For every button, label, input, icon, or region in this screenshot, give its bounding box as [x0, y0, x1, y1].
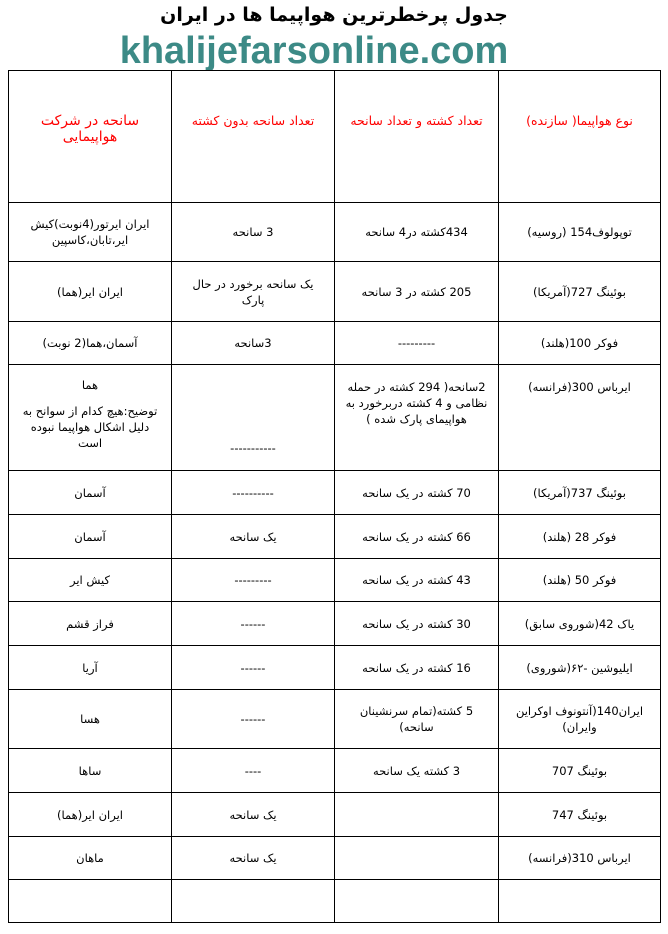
table-row — [9, 749, 661, 793]
cell-no-death: یک سانحه — [172, 837, 335, 880]
header-aircraft-type: نوع هواپیما( سازنده) — [499, 71, 661, 203]
cell-airlines: فراز قشم — [9, 602, 172, 646]
cell-no-death: ------ — [172, 690, 335, 749]
cell-aircraft-type: ایران140(آنتونوف اوکراین وایران) — [499, 690, 661, 749]
table-header-row — [9, 71, 661, 203]
cell-aircraft-type — [499, 880, 661, 923]
cell-airlines: ایران ایر(هما) — [9, 262, 172, 322]
cell-deaths: 5 کشته(تمام سرنشینان سانحه) — [335, 690, 499, 749]
table-row — [9, 793, 661, 837]
explanatory-note: توضیح:هیچ کدام از سوانح به دلیل اشکال هواپیما نبوده است — [22, 404, 158, 450]
cell-deaths: 205 کشته در 3 سانحه — [335, 262, 499, 322]
cell-no-death: ------ — [172, 646, 335, 690]
table-row — [9, 837, 661, 880]
cell-no-death: ----------- — [172, 365, 335, 471]
airline-name: هما — [81, 378, 99, 392]
cell-airlines: ایران ایرتور(4نوبت)کیش ایر،تابان،کاسپین — [9, 203, 172, 262]
cell-aircraft-type: توپولوف154 (روسیه) — [499, 203, 661, 262]
cell-no-death: یک سانحه — [172, 793, 335, 837]
cell-no-death: --------- — [172, 559, 335, 602]
cell-no-death: یک سانحه — [172, 515, 335, 559]
cell-aircraft-type: فوکر 50 (هلند) — [499, 559, 661, 602]
cell-no-death: یک سانحه برخورد در حال پارک — [172, 262, 335, 322]
cell-airlines: آسمان — [9, 515, 172, 559]
header-airline-accidents: سانحه در شرکت هواپیمایی — [9, 71, 172, 203]
page-title: جدول پرخطرترین هواپیما ها در ایران — [160, 4, 508, 26]
cell-airlines — [9, 365, 172, 471]
cell-deaths: 434کشته در4 سانحه — [335, 203, 499, 262]
table-row — [9, 559, 661, 602]
header-accidents-without-deaths: تعداد سانحه بدون کشته — [172, 71, 335, 203]
cell-deaths: 70 کشته در یک سانحه — [335, 471, 499, 515]
cell-deaths: 43 کشته در یک سانحه — [335, 559, 499, 602]
cell-deaths — [335, 837, 499, 880]
cell-deaths: 16 کشته در یک سانحه — [335, 646, 499, 690]
cell-aircraft-type: ایرباس 300(فرانسه) — [499, 365, 661, 471]
cell-deaths: 2سانحه( 294 کشته در حمله نظامی و 4 کشته دربرخورد به هواپیمای پارک شده ) — [335, 365, 499, 471]
cell-aircraft-type: یاک 42(شوروی سابق) — [499, 602, 661, 646]
cell-airlines: ایران ایر(هما) — [9, 793, 172, 837]
cell-aircraft-type: ایرباس 310(فرانسه) — [499, 837, 661, 880]
table-row — [9, 880, 661, 923]
cell-aircraft-type: بوئینگ 747 — [499, 793, 661, 837]
cell-no-death: ---------- — [172, 471, 335, 515]
cell-airlines: ساها — [9, 749, 172, 793]
cell-deaths: 66 کشته در یک سانحه — [335, 515, 499, 559]
cell-aircraft-type: فوکر 28 (هلند) — [499, 515, 661, 559]
table-row — [9, 646, 661, 690]
table-row — [9, 203, 661, 262]
cell-no-death: 3 سانحه — [172, 203, 335, 262]
cell-aircraft-type: بوئینگ 727(آمریکا) — [499, 262, 661, 322]
cell-airlines: ماهان — [9, 837, 172, 880]
cell-airlines — [9, 880, 172, 923]
cell-deaths: 30 کشته در یک سانحه — [335, 602, 499, 646]
site-watermark: khalijefarsonline.com — [119, 30, 509, 72]
cell-aircraft-type: بوئینگ 707 — [499, 749, 661, 793]
cell-aircraft-type: فوکر 100(هلند) — [499, 322, 661, 365]
table-row — [9, 262, 661, 322]
cell-aircraft-type: ایلیوشین -۶۲(شوروی) — [499, 646, 661, 690]
cell-airlines: آسمان — [9, 471, 172, 515]
cell-deaths: --------- — [335, 322, 499, 365]
cell-aircraft-type: بوئینگ 737(آمریکا) — [499, 471, 661, 515]
table-row — [9, 602, 661, 646]
cell-deaths: 3 کشته یک سانحه — [335, 749, 499, 793]
cell-no-death: ---- — [172, 749, 335, 793]
cell-airlines: آریا — [9, 646, 172, 690]
table-row — [9, 471, 661, 515]
cell-deaths — [335, 793, 499, 837]
aircraft-accidents-table — [8, 70, 661, 923]
header-deaths-and-accidents: تعداد کشته و تعداد سانحه — [335, 71, 499, 203]
cell-no-death — [172, 880, 335, 923]
cell-airlines: هسا — [9, 690, 172, 749]
cell-deaths — [335, 880, 499, 923]
cell-airlines: کیش ایر — [9, 559, 172, 602]
table-row — [9, 322, 661, 365]
cell-no-death: ------ — [172, 602, 335, 646]
table-row — [9, 365, 661, 471]
table-row — [9, 690, 661, 749]
cell-no-death: 3سانحه — [172, 322, 335, 365]
table-row — [9, 515, 661, 559]
cell-airlines: آسمان،هما(2 نوبت) — [9, 322, 172, 365]
